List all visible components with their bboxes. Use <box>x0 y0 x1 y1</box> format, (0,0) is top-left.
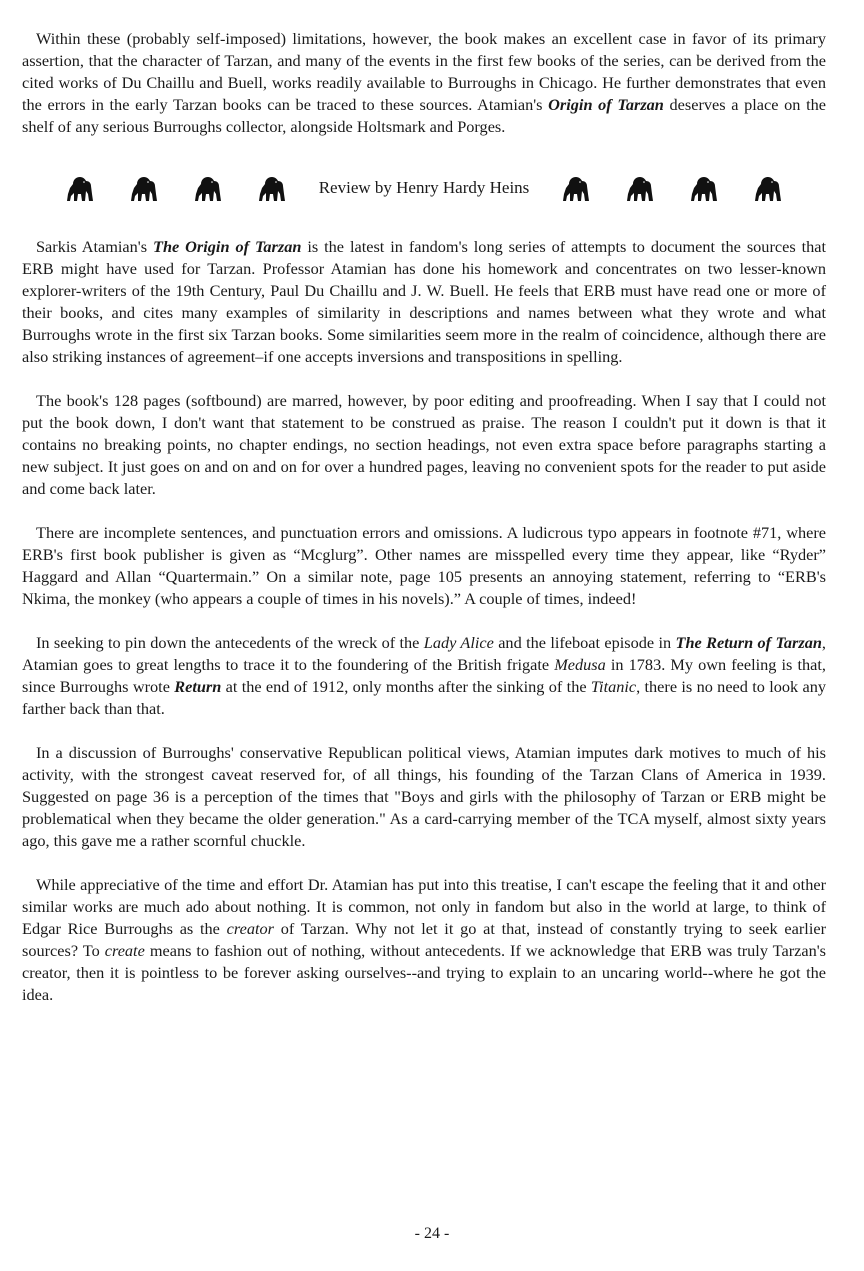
italic-text: Medusa <box>554 655 606 674</box>
book-title <box>174 677 221 696</box>
paragraph <box>22 874 826 1006</box>
emphasis-title: Return <box>174 677 222 696</box>
text-run: and the lifeboat episode in <box>493 633 676 652</box>
text-run: There are incomplete sentences, and punctuation errors and omissions. A ludicrous typo appears in footnote #71, where ERB's first book publisher is given as “Mcglurg”. Other names are misspelled every time they appear, like “Ryder” Haggard and Allan “Quartermain.” On a similar note, page 105 presents an annoying statement, referring to “ERB's Nkima, the monkey (who appears a couple of times in his novels).” A couple of times, indeed! <box>22 523 826 608</box>
gorilla-icon <box>65 174 95 202</box>
text-run: of Tarzan. Why not let it go at that, instead of constantly trying to seek earlier sources? To <box>22 919 826 960</box>
italic-text: Lady Alice <box>423 633 494 652</box>
review-banner <box>22 168 826 208</box>
text-run: Sarkis Atamian's <box>36 237 154 256</box>
paragraph <box>22 522 826 610</box>
text-run: at the end of 1912, only months after the sinking of the <box>221 677 591 696</box>
intro-section <box>22 28 826 138</box>
emphasis-title: The Return of Tarzan <box>675 633 822 652</box>
text-run: , there is no need to look any farther back than that. <box>22 677 827 718</box>
gorilla-icon <box>129 174 159 202</box>
gorilla-icon <box>753 174 783 202</box>
italic-text: creator <box>226 919 274 938</box>
paragraph <box>22 632 826 720</box>
text-run: Within these (probably self-imposed) limitations, however, the book makes an excellent case in favor of its primary assertion, that the character of Tarzan, and many of the events in the first few books of the series, can be derived from the cited works of Du Chaillu and Buell, works readily available to Burroughs in Chicago. He further demonstrates that even the errors in the early Tarzan books can be traced to these sources. Atamian's <box>22 29 826 114</box>
paragraph <box>22 390 826 500</box>
italic-text: Titanic <box>590 677 637 696</box>
emphasis-title: The Origin of Tarzan <box>153 237 302 256</box>
text-run: in 1783. My own feeling is that, since Burroughs wrote <box>22 655 826 696</box>
italic-text: create <box>104 941 145 960</box>
gorilla-icon <box>193 174 223 202</box>
page-number: - 24 - <box>414 1225 450 1242</box>
text-run: In a discussion of Burroughs' conservative Republican political views, Atamian imputes dark motives to much of his activity, with the strongest caveat reserved for, of all things, his founding of the Tarzan Clans of America in 1939. Suggested on page 36 is a perception of the times that "Boys and girls with the philosophy of Tarzan or ERB might be problematical when they became the older generation." As a card-carrying member of the TCA myself, almost sixty years ago, this gave me a rather scornful chuckle. <box>22 743 826 850</box>
gorilla-icon <box>257 174 287 202</box>
text-run: means to fashion out of nothing, without antecedents. If we acknowledge that ERB was truly Tarzan's creator, then it is pointless to be forever asking ourselves--and trying to explain to an uncaring world--where he got the idea. <box>22 941 826 1004</box>
text-run: The book's 128 pages (softbound) are marred, however, by poor editing and proofreading. When I say that I could not put the book down, I don't want that statement to be construed as praise. The reason I couldn't put it down is that it contains no breaking points, no chapter endings, no section headings, not even extra space before paragraphs starting a new subject. It just goes on and on and on for over a hundred pages, leaving no convenient spots for the reader to put aside and come back later. <box>22 391 826 498</box>
paragraph <box>22 742 826 852</box>
book-title <box>153 237 301 256</box>
gorilla-icon <box>625 174 655 202</box>
text-run: While appreciative of the time and effort Dr. Atamian has put into this treatise, I can't escape the feeling that it and other similar works are much ado about nothing. It is common, not only in fandom but also in the world at large, to think of Edgar Rice Burroughs as the <box>22 875 826 938</box>
banner-icons-right <box>561 174 783 202</box>
paragraph <box>22 236 826 368</box>
text-run: is the latest in fandom's long series of attempts to document the sources that ERB might have used for Tarzan. Professor Atamian has done his homework and concentrates on two lesser-known explorer-writers of the 19th Century, Paul Du Chaillu and J. W. Buell. He feels that ERB must have read one or more of their books, and cites many examples of similarity in descriptions and names between what they wrote and what Burroughs wrote in the first six Tarzan books. Some similarities seem more in the realm of coincidence, although there are also striking instances of agreement–if one accepts inversions and transpositions in spelling. <box>22 237 826 366</box>
review-body <box>22 236 826 1006</box>
emphasis-title: Origin of Tarzan <box>548 95 664 114</box>
book-title <box>676 633 822 652</box>
text-run: In seeking to pin down the antecedents of the wreck of the <box>36 633 424 652</box>
book-title <box>548 95 664 114</box>
gorilla-icon <box>561 174 591 202</box>
review-byline: Review by Henry Hardy Heins <box>318 178 530 197</box>
text-run: , Atamian goes to great lengths to trace it to the foundering of the British frigate <box>22 633 826 674</box>
gorilla-icon <box>689 174 719 202</box>
paragraph <box>22 28 826 138</box>
banner-icons-left <box>65 174 287 202</box>
text-run: deserves a place on the shelf of any serious Burroughs collector, alongside Holtsmark and Porges. <box>22 95 827 136</box>
